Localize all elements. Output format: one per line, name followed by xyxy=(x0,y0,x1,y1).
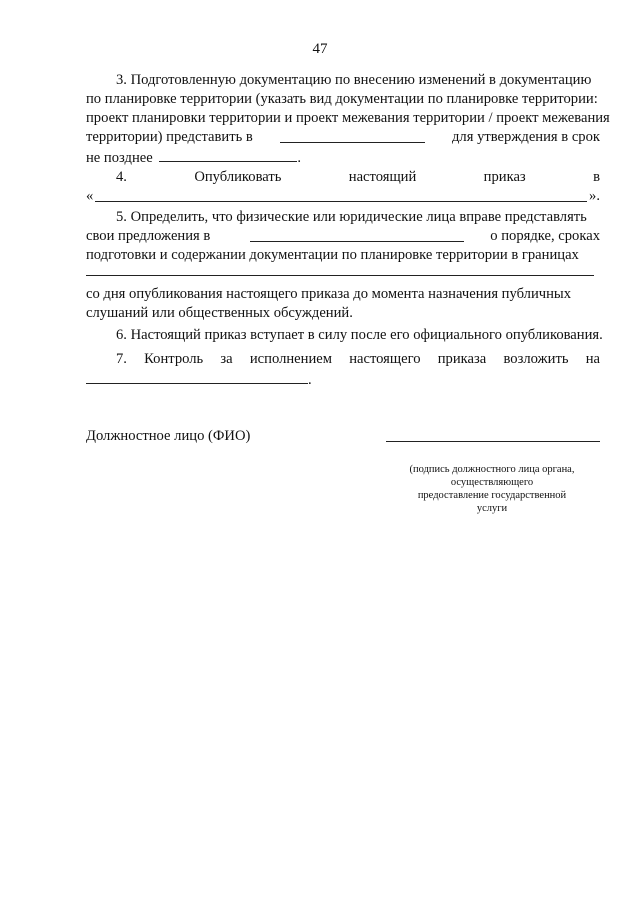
signature-line xyxy=(386,441,600,442)
p7-word-2: Контроль xyxy=(144,351,204,367)
p3-line-3: проект планировки территории и проект межевания территории / проект межевания xyxy=(86,110,610,126)
p7-word-5: настоящего xyxy=(349,351,421,367)
territory-bounds-blank xyxy=(86,275,594,276)
p3-line-5 xyxy=(86,147,600,168)
signature-caption-line-4: услуги xyxy=(476,503,508,514)
official-name-label: Должностное лицо (ФИО) xyxy=(86,428,251,444)
p4-quote-close: ». xyxy=(589,188,600,204)
paragraph-3 xyxy=(86,71,610,168)
p4-line-2 xyxy=(86,187,600,206)
p5-line-2-start: свои предложения в xyxy=(86,228,211,244)
p5-line-2 xyxy=(86,227,600,246)
p7-word-8: на xyxy=(585,351,600,367)
p4-word-1: 4. xyxy=(116,169,127,185)
paragraph-5 xyxy=(86,208,600,265)
p7-word-4: исполнением xyxy=(249,351,332,367)
p7-line-1 xyxy=(86,350,600,369)
p3-line-4-start: территории) представить в xyxy=(86,129,253,145)
p5-line-4: со дня опубликования настоящего приказа до момента назначения публичных xyxy=(86,286,572,302)
p4-quote-open: « xyxy=(86,188,94,204)
p7-word-3: за xyxy=(220,351,233,367)
page-number: 47 xyxy=(312,41,328,57)
p3-line-5-start: не позднее xyxy=(86,150,153,166)
p3-line-1: 3. Подготовленную документацию по внесению изменений в документацию xyxy=(116,72,592,88)
paragraph-4 xyxy=(86,168,600,206)
p5-line-5: слушаний или общественных обсуждений. xyxy=(86,305,353,321)
p7-word-1: 7. xyxy=(116,351,127,367)
p3-line-2: по планировке территории (указать вид документации по планировке территории: xyxy=(86,91,598,107)
p7-word-7: возложить xyxy=(503,351,569,367)
p4-word-3: настоящий xyxy=(348,169,417,185)
p7-end: . xyxy=(308,372,312,388)
p4-word-2: Опубликовать xyxy=(194,169,282,185)
p5-line-2-end: о порядке, сроках xyxy=(490,228,600,244)
responsible-person-blank xyxy=(86,369,308,384)
p3-line-4 xyxy=(86,128,600,147)
submit-to-blank xyxy=(280,128,425,143)
p5-line-1: 5. Определить, что физические или юридические лица вправе представлять xyxy=(116,209,587,225)
paragraph-6 xyxy=(86,326,603,345)
p4-word-4: приказ xyxy=(483,169,526,185)
p7-line-2 xyxy=(86,369,600,390)
p4-word-5: в xyxy=(593,169,600,185)
signature-caption-line-3: предоставление государственной xyxy=(417,490,567,501)
p7-word-6: приказа xyxy=(437,351,487,367)
signature-caption-line-2: осуществляющего xyxy=(450,477,534,488)
signature-caption xyxy=(392,463,592,515)
signature-caption-line-1: (подпись должностного лица органа, xyxy=(409,464,575,475)
p3-line-5-end: . xyxy=(297,150,302,166)
paragraph-5-cont xyxy=(86,285,600,323)
publication-source-blank xyxy=(95,187,587,202)
p3-line-4-end: для утверждения в срок xyxy=(452,129,600,145)
p4-line-1 xyxy=(86,168,600,187)
deadline-blank xyxy=(159,147,297,162)
p6-line-1: 6. Настоящий приказ вступает в силу после его официального опубликования. xyxy=(116,327,603,343)
proposals-address-blank xyxy=(250,227,464,242)
p5-line-3: подготовки и содержании документации по планировке территории в границах xyxy=(86,247,579,263)
paragraph-7 xyxy=(86,350,600,390)
